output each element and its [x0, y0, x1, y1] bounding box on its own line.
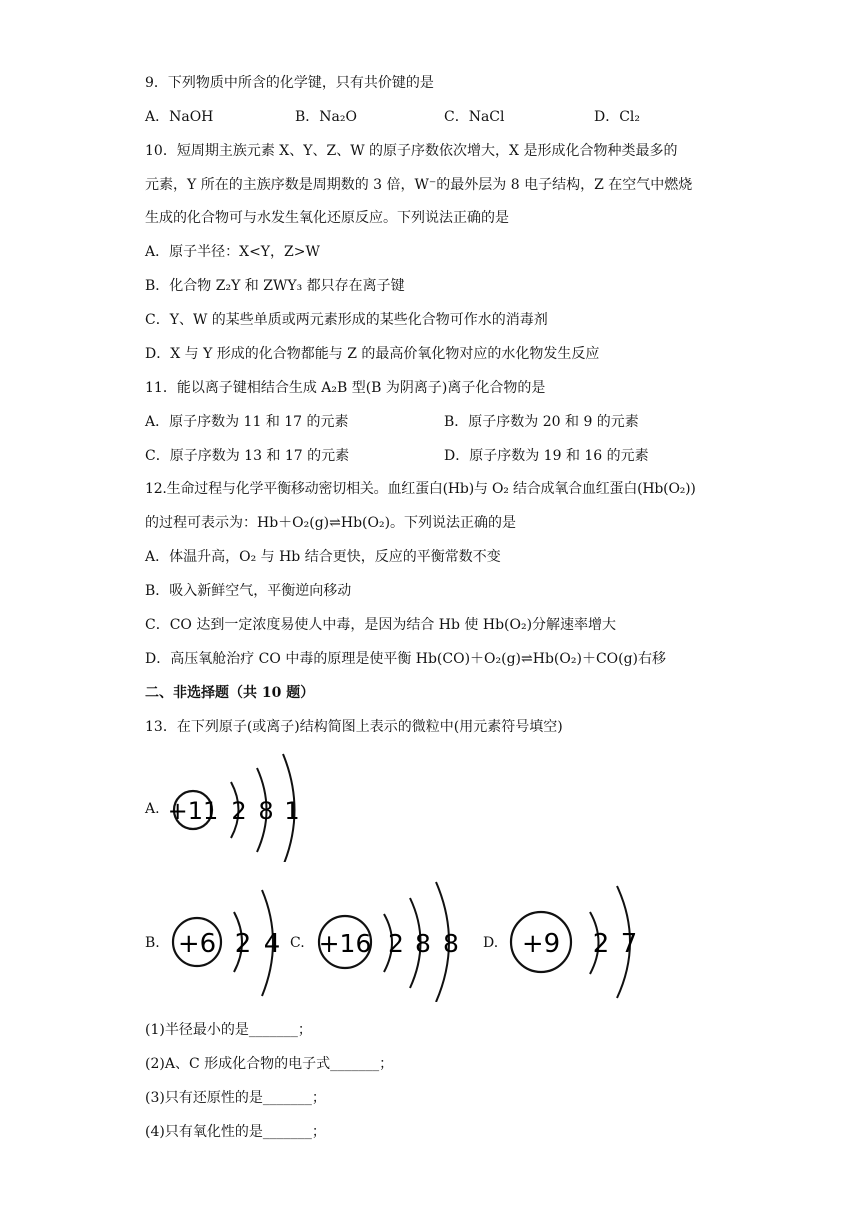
q13-stem: 13．在下列原子(或离子)结构简图上表示的微粒中(用元素符号填空) — [145, 719, 563, 735]
atom-c-shell-1: 2 — [388, 929, 404, 958]
atom-b-shell-2: 4 — [263, 929, 281, 959]
q10-stem-line-1: 10．短周期主族元素 X、Y、Z、W 的原子序数依次增大，X 是形成化合物种类最多的 — [145, 143, 678, 159]
q9-option-a: A．NaOH — [145, 109, 214, 125]
q9-option-d: D．Cl₂ — [594, 109, 641, 125]
atom-c-diagram — [312, 880, 467, 1002]
atom-a-shell-2: 8 — [258, 797, 274, 825]
atom-c-shell-3: 8 — [443, 929, 459, 958]
atom-d-label: D. — [483, 935, 499, 951]
atom-a-nucleus: +11 — [168, 797, 219, 825]
atom-a-shell-3: 1 — [284, 797, 300, 825]
atom-d-shell-1: 2 — [592, 929, 610, 959]
q13-sub-1: (1)半径最小的是_______； — [145, 1022, 312, 1038]
q12-option-c: C．CO 达到一定浓度易使人中毒，是因为结合 Hb 使 Hb(O₂)分解速率增大 — [145, 617, 617, 633]
atom-c-label: C. — [290, 935, 305, 951]
atom-a-shell-1: 2 — [231, 797, 247, 825]
atom-b-label: B. — [145, 935, 160, 951]
q11-option-d: D．原子序数为 19 和 16 的元素 — [444, 448, 649, 464]
atom-b-nucleus: +6 — [177, 929, 217, 959]
q12-option-b: B．吸入新鲜空气，平衡逆向移动 — [145, 583, 352, 599]
q9-option-c: C．NaCl — [444, 109, 505, 125]
q10-stem-line-3: 生成的化合物可与水发生氧化还原反应。下列说法正确的是 — [145, 210, 509, 226]
section-title: 二、非选择题（共 10 题） — [145, 685, 315, 701]
q11-option-c: C．原子序数为 13 和 17 的元素 — [145, 448, 350, 464]
atom-c-nucleus: +16 — [318, 929, 372, 958]
q12-stem-line-1: 12.生命过程与化学平衡移动密切相关。血红蛋白(Hb)与 O₂ 结合成氧合血红蛋白(Hb(O₂)) — [145, 481, 696, 497]
q9-stem: 9．下列物质中所含的化学键，只有共价键的是 — [145, 75, 434, 91]
atom-b-shell-1: 2 — [234, 929, 252, 959]
atom-a-label: A. — [145, 801, 160, 817]
q13-sub-3: (3)只有还原性的是_______； — [145, 1090, 326, 1106]
q10-option-c: C．Y、W 的某些单质或两元素形成的某些化合物可作水的消毒剂 — [145, 312, 548, 328]
atom-d-shell-2: 7 — [620, 929, 638, 959]
q12-option-d: D．高压氧舱治疗 CO 中毒的原理是使平衡 Hb(CO)＋O₂(g)⇌Hb(O₂)＋CO(g)右移 — [145, 651, 667, 667]
atom-b-diagram — [168, 885, 288, 1001]
atom-a-diagram — [168, 752, 308, 862]
atom-d-nucleus: +9 — [521, 929, 561, 959]
q9-option-b: B．Na₂O — [295, 109, 357, 125]
q10-option-a: A．原子半径：X<Y，Z>W — [145, 244, 320, 260]
atom-c-shell-2: 8 — [415, 929, 431, 958]
q12-option-a: A．体温升高，O₂ 与 Hb 结合更快，反应的平衡常数不变 — [145, 549, 501, 565]
q12-stem-line-2: 的过程可表示为：Hb＋O₂(g)⇌Hb(O₂)。下列说法正确的是 — [145, 515, 517, 531]
q11-stem: 11．能以离子键相结合生成 A₂B 型(B 为阴离子)离子化合物的是 — [145, 380, 546, 396]
q10-option-d: D．X 与 Y 形成的化合物都能与 Z 的最高价氧化物对应的水化物发生反应 — [145, 346, 600, 362]
q11-option-b: B．原子序数为 20 和 9 的元素 — [444, 414, 639, 430]
q13-sub-4: (4)只有氧化性的是_______； — [145, 1124, 326, 1140]
q11-option-a: A．原子序数为 11 和 17 的元素 — [145, 414, 349, 430]
atom-d-diagram — [505, 880, 645, 1002]
q10-stem-line-2: 元素，Y 所在的主族序数是周期数的 3 倍，W⁻的最外层为 8 电子结构，Z 在空气中燃烧 — [145, 177, 693, 193]
q10-option-b: B．化合物 Z₂Y 和 ZWY₃ 都只存在离子键 — [145, 278, 405, 294]
q13-sub-2: (2)A、C 形成化合物的电子式_______； — [145, 1056, 394, 1072]
